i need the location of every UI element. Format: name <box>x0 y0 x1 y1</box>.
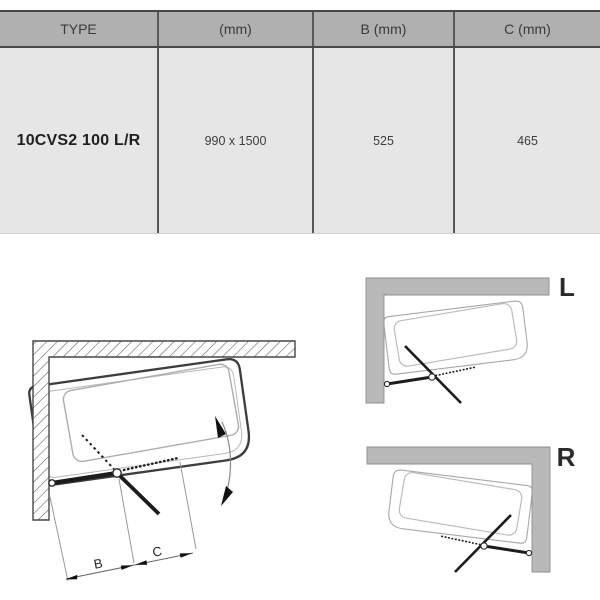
pivot-door-inward-dashed <box>82 435 114 469</box>
main-installation-diagram <box>28 341 295 581</box>
wall-bracket <box>49 480 55 486</box>
wall-bracket <box>384 381 389 386</box>
left-variant-diagram <box>366 278 549 403</box>
hinge-pivot <box>429 374 435 380</box>
header-cell-b-mm: B (mm) <box>314 12 455 46</box>
hinge-pivot <box>113 469 121 477</box>
cell-type-value: 10CVS2 100 L/R <box>0 48 159 233</box>
glass-panel-open <box>393 302 518 367</box>
dimension-b-label: B <box>92 555 104 572</box>
right-variant-diagram <box>367 447 550 572</box>
dim-arrow-icon <box>180 553 192 558</box>
table-header-row <box>0 12 600 48</box>
fixed-panel-bar <box>387 377 432 384</box>
header-cell-c-mm: C (mm) <box>504 21 551 37</box>
spec-table <box>0 10 600 234</box>
cell-b-value: 525 <box>314 48 455 233</box>
technical-drawings <box>0 250 600 600</box>
header-cell-type: TYPE <box>0 12 159 46</box>
dim-arrow-icon <box>135 560 147 565</box>
dim-arrow-icon <box>121 565 133 570</box>
cell-c-value: 465 <box>517 133 538 148</box>
table-data-row <box>0 48 600 234</box>
cell-dimensions-value: 990 x 1500 <box>159 48 314 233</box>
dimension-c-label: C <box>151 543 164 560</box>
header-cell-mm: (mm) <box>159 12 314 46</box>
swing-arrow-down-icon <box>221 486 233 506</box>
right-variant-label: R <box>556 442 576 472</box>
left-variant-label: L <box>559 272 575 302</box>
